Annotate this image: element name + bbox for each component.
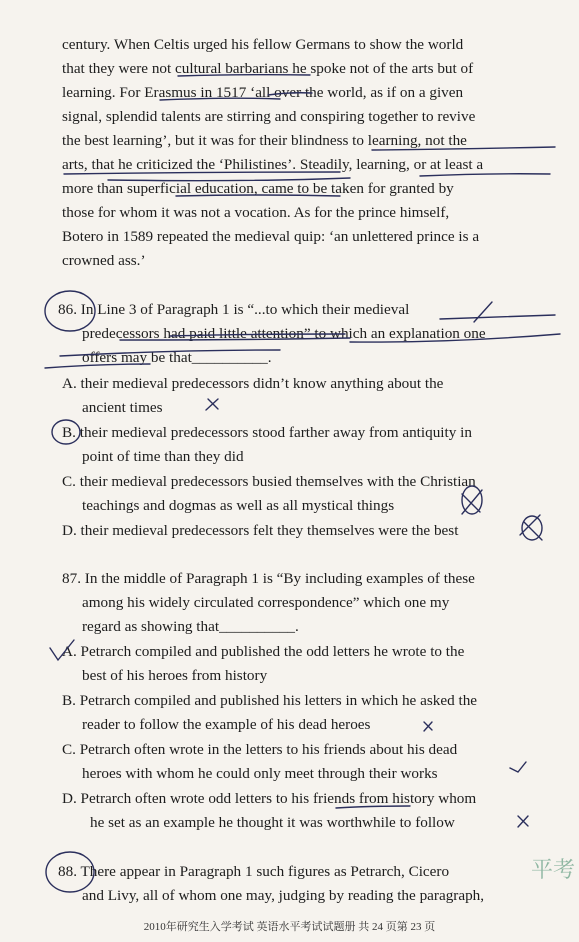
q86-option-b: B. their medieval predecessors stood farther away from antiquity in (62, 424, 472, 441)
q86-option-c: C. their medieval predecessors busied themselves with the Christian (62, 473, 476, 490)
passage-line: more than superficial education, came to be taken for granted by (62, 180, 454, 197)
cross-mark (518, 816, 528, 827)
check-mark (510, 762, 526, 772)
question-87-stem: among his widely circulated correspondence” which one my (82, 594, 450, 611)
passage-line: crowned ass.’ (62, 252, 146, 269)
question-86-stem: offers may be that__________. (82, 349, 272, 366)
q86-option-a: A. their medieval predecessors didn’t know anything about the (62, 375, 444, 392)
cross-mark (206, 399, 218, 410)
passage-line: arts, that he criticized the ‘Philistines’. Steadily, learning, or at least a (62, 156, 484, 173)
question-86-stem: 86. In Line 3 of Paragraph 1 is “...to which their medieval (58, 301, 410, 318)
q87-option-d: D. Petrarch often wrote odd letters to his friends from history whom (62, 790, 477, 807)
q87-option-a-cont: best of his heroes from history (82, 667, 268, 684)
side-stamp-text: 平考 (530, 858, 575, 883)
question-87-stem: 87. In the middle of Paragraph 1 is “By including examples of these (62, 570, 475, 587)
q86-option-c-cont: teachings and dogmas as well as all mystical things (82, 497, 395, 514)
passage-line: Botero in 1589 repeated the medieval quip: ‘an unlettered prince is a (62, 228, 480, 245)
question-86-stem: predecessors had paid little attention” to which an explanation one (82, 325, 486, 342)
passage-line: learning. For Erasmus in 1517 ‘all over the world, as if on a given (62, 84, 464, 101)
q86-option-b-cont: point of time than they did (82, 448, 244, 465)
question-88-stem: and Livy, all of whom one may, judging by reading the paragraph, (82, 887, 485, 904)
passage-line: those for whom it was not a vocation. As for the prince himself, (62, 204, 450, 221)
question-87-stem: regard as showing that__________. (82, 618, 299, 635)
q87-option-a: A. Petrarch compiled and published the odd letters he wrote to the (62, 643, 465, 660)
cross-circle-mark (522, 516, 542, 540)
passage-line: the best learning’, but it was for their blindness to learning, not the (62, 132, 467, 149)
question-88-stem: 88. There appear in Paragraph 1 such figures as Petrarch, Cicero (58, 863, 450, 880)
q87-option-b-cont: reader to follow the example of his dead heroes (82, 716, 371, 733)
page-footer: 2010年研究生入学考试 英语水平考试试题册 共 24 页第 23 页 (143, 921, 436, 933)
cross-mark (520, 515, 542, 540)
passage-line: that they were not cultural barbarians he spoke not of the arts but of (62, 60, 474, 77)
passage-line: century. When Celtis urged his fellow Germans to show the world (62, 36, 464, 53)
q87-option-d-cont: he set as an example he thought it was worthwhile to follow (90, 814, 455, 831)
q87-option-b: B. Petrarch compiled and published his letters in which he asked the (62, 692, 478, 709)
cross-mark (424, 722, 432, 731)
q86-option-d: D. their medieval predecessors felt they themselves were the best (62, 522, 459, 539)
q86-option-a-cont: ancient times (82, 399, 163, 416)
q87-option-c: C. Petrarch often wrote in the letters to his friends about his dead (62, 741, 458, 758)
q87-option-c-cont: heroes with whom he could only meet through their works (82, 765, 438, 782)
underline-mark (440, 315, 555, 319)
passage-line: signal, splendid talents are stirring and conspiring together to revive (62, 108, 476, 125)
slash-mark (474, 302, 492, 322)
